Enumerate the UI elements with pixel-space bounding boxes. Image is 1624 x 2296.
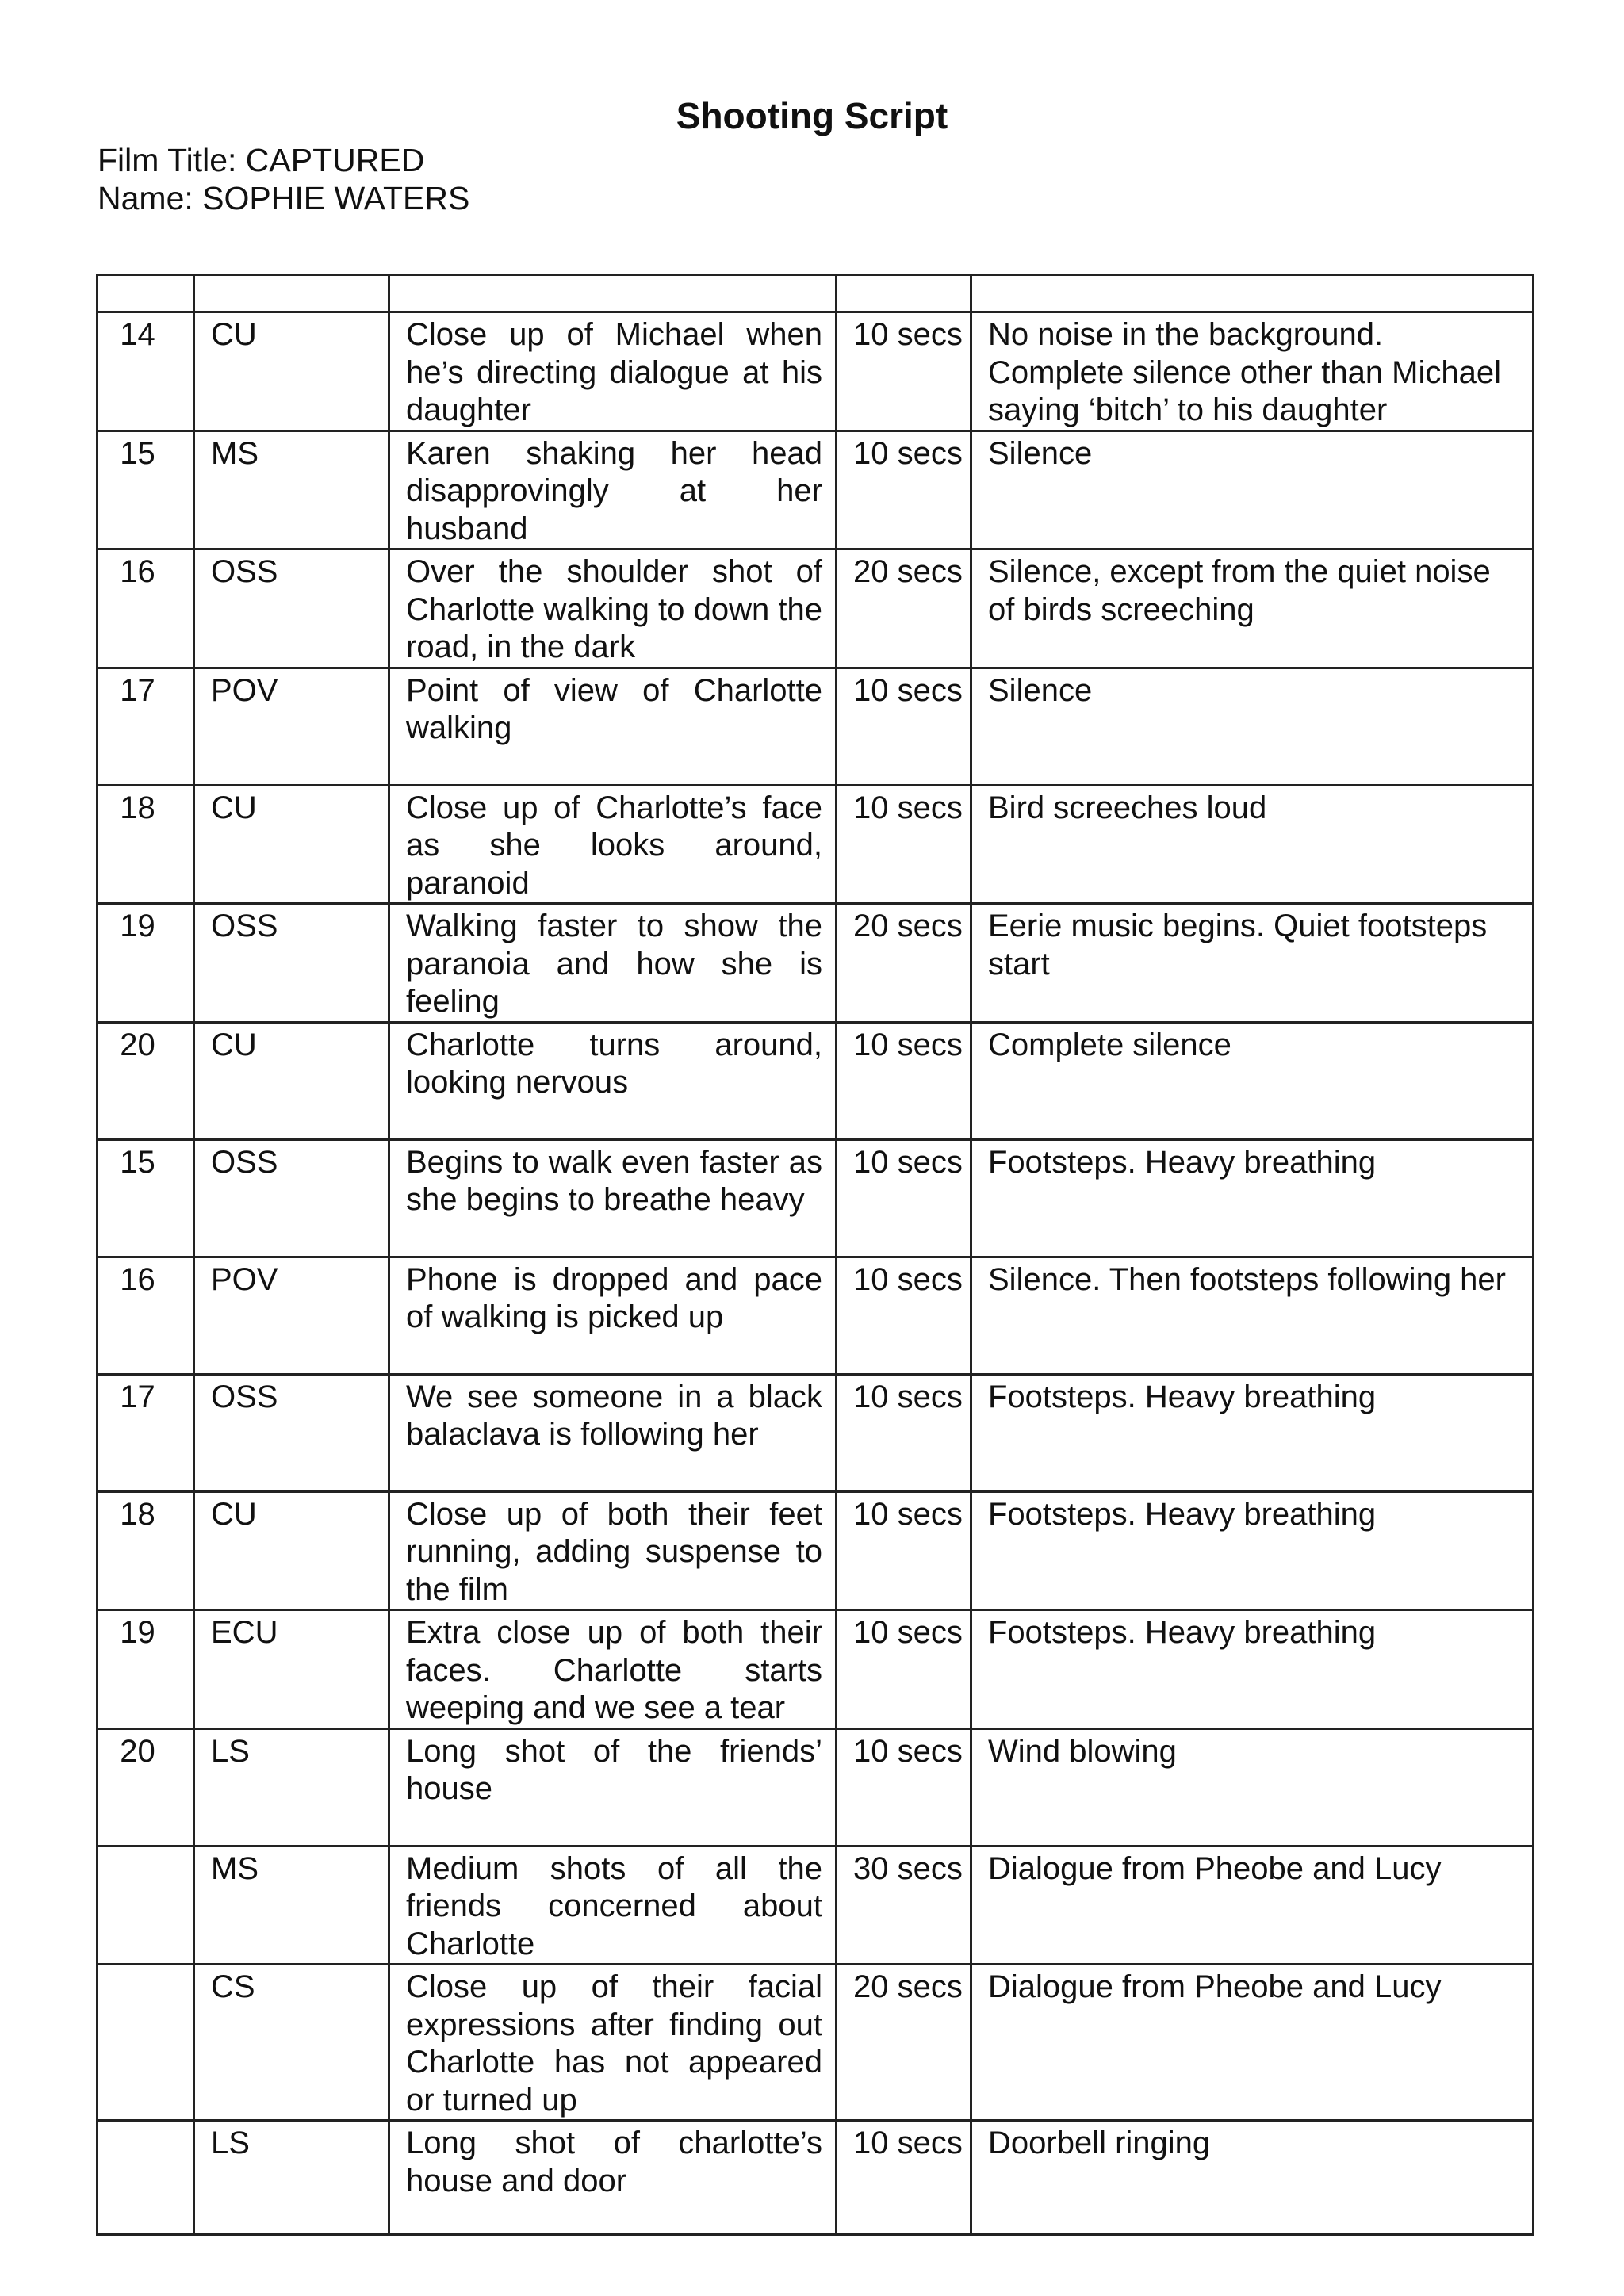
shot-type-cell	[194, 1139, 389, 1257]
shot-number-text: 20	[120, 1733, 155, 1769]
table-row	[98, 1257, 1534, 1374]
shot-number-cell	[98, 785, 194, 904]
shot-duration-cell	[837, 1139, 971, 1257]
shot-number-text: 15	[120, 1144, 155, 1180]
shot-number-text: 18	[120, 1496, 155, 1532]
shot-type-cell	[194, 904, 389, 1023]
shot-type-text: OSS	[211, 554, 278, 589]
shot-description-cell	[389, 1610, 837, 1729]
shot-description-text: Extra close up of both their faces. Charlotte starts weeping and we see a tear	[406, 1615, 822, 1725]
sound-cell	[971, 1610, 1534, 1729]
table-row	[98, 904, 1534, 1023]
shot-type-text: CU	[211, 790, 257, 825]
shot-duration-cell	[837, 668, 971, 785]
shot-description-cell	[389, 1965, 837, 2121]
shot-type-cell	[194, 1965, 389, 2121]
sound-cell	[971, 1257, 1534, 1374]
sound-cell	[971, 1022, 1534, 1139]
shot-duration-cell	[837, 904, 971, 1023]
shot-duration-text: 10 secs	[853, 2126, 963, 2160]
shot-number-text: 17	[120, 1379, 155, 1414]
shot-description-text: Walking faster to show the paranoia and how she is feeling	[406, 909, 822, 1019]
shot-number-text: 17	[120, 672, 155, 708]
shot-number-cell	[98, 1610, 194, 1729]
shot-number-text: 15	[120, 435, 155, 471]
shot-description-text: Medium shots of all the friends concerned about Charlotte	[406, 1850, 822, 1961]
sound-text: Silence. Then footsteps following her	[988, 1261, 1506, 1297]
shot-duration-cell	[837, 2121, 971, 2235]
shot-duration-text: 10 secs	[853, 1615, 963, 1650]
shot-number-text: 14	[120, 317, 155, 352]
shot-number-cell	[98, 1257, 194, 1374]
table-row	[98, 549, 1534, 668]
shot-number-text: 16	[120, 1261, 155, 1297]
sound-cell	[971, 668, 1534, 785]
sound-cell	[971, 1491, 1534, 1610]
sound-text: Footsteps. Heavy breathing	[988, 1615, 1377, 1650]
shot-type-text: MS	[211, 435, 259, 471]
shot-description-cell	[389, 904, 837, 1023]
shot-type-cell	[194, 312, 389, 431]
sound-text: Doorbell ringing	[988, 2126, 1211, 2160]
shot-description-text: Close up of their facial expressions after finding out Charlotte has not appeared or turned up	[406, 1969, 822, 2118]
table-row	[98, 668, 1534, 785]
shot-description-text: Charlotte turns around, looking nervous	[406, 1027, 822, 1100]
sound-cell	[971, 1139, 1534, 1257]
sound-text: Bird screeches loud	[988, 790, 1267, 825]
shot-duration-cell	[837, 1728, 971, 1846]
shot-number-cell	[98, 1374, 194, 1491]
sound-text: Silence	[988, 435, 1093, 471]
shooting-script-body	[98, 275, 1534, 2235]
shot-number-cell	[98, 1965, 194, 2121]
shot-type-text: ECU	[211, 1615, 278, 1650]
shot-duration-cell	[837, 1610, 971, 1729]
header-cell-shot	[194, 275, 389, 312]
shot-duration-cell	[837, 1374, 971, 1491]
header-cell-duration	[837, 275, 971, 312]
header-cell-sound	[971, 275, 1534, 312]
shot-type-text: OSS	[211, 909, 278, 943]
sound-text: Complete silence	[988, 1027, 1231, 1062]
table-row	[98, 1374, 1534, 1491]
sound-cell	[971, 904, 1534, 1023]
sound-text: Footsteps. Heavy breathing	[988, 1379, 1377, 1414]
sound-cell	[971, 1965, 1534, 2121]
shot-type-cell	[194, 785, 389, 904]
sound-cell	[971, 1374, 1534, 1491]
shot-description-cell	[389, 1139, 837, 1257]
shot-duration-text: 10 secs	[853, 1261, 963, 1297]
shot-type-cell	[194, 1728, 389, 1846]
shot-duration-text: 20 secs	[853, 1969, 963, 2004]
shot-number-text: 19	[120, 1615, 155, 1650]
shot-type-text: OSS	[211, 1379, 278, 1414]
shot-type-text: LS	[211, 2126, 250, 2160]
shot-type-text: OSS	[211, 1144, 278, 1180]
shot-duration-cell	[837, 1257, 971, 1374]
shot-duration-text: 30 secs	[853, 1850, 963, 1886]
shot-type-cell	[194, 1610, 389, 1729]
shot-duration-text: 10 secs	[853, 1144, 963, 1180]
shot-type-cell	[194, 1374, 389, 1491]
shot-number-cell	[98, 1139, 194, 1257]
sound-cell	[971, 430, 1534, 549]
sound-cell	[971, 785, 1534, 904]
shot-description-cell	[389, 549, 837, 668]
shot-duration-cell	[837, 785, 971, 904]
shot-number-cell	[98, 1491, 194, 1610]
shot-type-cell	[194, 549, 389, 668]
shot-description-cell	[389, 668, 837, 785]
shot-type-cell	[194, 668, 389, 785]
sound-text: Wind blowing	[988, 1733, 1177, 1769]
shot-description-text: Close up of Michael when he’s directing dialogue at his daughter	[406, 317, 822, 427]
sound-text: Silence, except from the quiet noise of birds screeching	[988, 554, 1491, 627]
shot-type-cell	[194, 430, 389, 549]
sound-cell	[971, 1846, 1534, 1965]
shot-description-cell	[389, 1374, 837, 1491]
shot-number-text: 16	[120, 554, 155, 589]
shot-description-text: Long shot of charlotte’s house and door	[406, 2126, 822, 2198]
shot-description-text: Close up of both their feet running, adding suspense to the film	[406, 1496, 822, 1607]
shot-number-text: 18	[120, 790, 155, 825]
shot-number-cell	[98, 1022, 194, 1139]
shot-description-cell	[389, 430, 837, 549]
sound-text: Silence	[988, 672, 1093, 708]
author-name: Name: SOPHIE WATERS	[98, 180, 470, 216]
shot-number-cell	[98, 430, 194, 549]
shot-type-text: LS	[211, 1733, 250, 1769]
shot-number-text: 19	[120, 909, 155, 943]
shot-type-text: CU	[211, 1496, 257, 1532]
shooting-script-table	[96, 274, 1534, 2236]
shot-duration-cell	[837, 312, 971, 431]
shot-type-cell	[194, 1257, 389, 1374]
header-cell-description	[389, 275, 837, 312]
sound-cell	[971, 312, 1534, 431]
shot-number-cell	[98, 312, 194, 431]
shot-number-cell	[98, 904, 194, 1023]
sound-cell	[971, 2121, 1534, 2235]
shot-type-text: CU	[211, 317, 257, 352]
sound-text: No noise in the background. Complete silence other than Michael saying ‘bitch’ to his daughter	[988, 317, 1502, 427]
shot-type-cell	[194, 1022, 389, 1139]
shot-description-text: Long shot of the friends’ house	[406, 1733, 822, 1806]
shot-duration-text: 10 secs	[853, 1027, 963, 1062]
shot-description-text: Close up of Charlotte’s face as she looks around, paranoid	[406, 790, 822, 901]
sound-cell	[971, 549, 1534, 668]
table-row	[98, 1728, 1534, 1846]
shot-duration-text: 10 secs	[853, 317, 963, 352]
page-title: Shooting Script	[676, 95, 948, 136]
shot-number-cell	[98, 2121, 194, 2235]
table-row	[98, 1491, 1534, 1610]
shot-type-text: POV	[211, 672, 278, 708]
shot-duration-text: 20 secs	[853, 909, 963, 943]
shot-number-cell	[98, 549, 194, 668]
shot-description-cell	[389, 1728, 837, 1846]
table-row	[98, 1610, 1534, 1729]
sound-text: Footsteps. Heavy breathing	[988, 1496, 1377, 1532]
shot-description-cell	[389, 312, 837, 431]
shot-type-text: CS	[211, 1969, 255, 2004]
shot-duration-text: 10 secs	[853, 1733, 963, 1769]
shot-description-text: Phone is dropped and pace of walking is picked up	[406, 1261, 822, 1334]
shot-duration-cell	[837, 1491, 971, 1610]
shot-number-text: 20	[120, 1027, 155, 1062]
sound-text: Footsteps. Heavy breathing	[988, 1144, 1377, 1180]
shot-description-text: We see someone in a black balaclava is following her	[406, 1379, 822, 1452]
sound-text: Dialogue from Pheobe and Lucy	[988, 1850, 1442, 1886]
table-row	[98, 1139, 1534, 1257]
shot-type-cell	[194, 1491, 389, 1610]
shot-type-text: MS	[211, 1850, 259, 1886]
shot-duration-text: 10 secs	[853, 1379, 963, 1414]
shot-duration-text: 20 secs	[853, 554, 963, 589]
shot-type-text: POV	[211, 1261, 278, 1297]
sound-text: Eerie music begins. Quiet footsteps start	[988, 909, 1488, 982]
shot-duration-text: 10 secs	[853, 1496, 963, 1532]
shot-duration-cell	[837, 1965, 971, 2121]
shot-number-cell	[98, 1846, 194, 1965]
shot-number-cell	[98, 1728, 194, 1846]
table-row	[98, 312, 1534, 431]
sound-text: Dialogue from Pheobe and Lucy	[988, 1969, 1442, 2004]
header-cell-number	[98, 275, 194, 312]
table-row	[98, 1846, 1534, 1965]
shot-description-text: Karen shaking her head disapprovingly at her husband	[406, 435, 822, 546]
table-row	[98, 2121, 1534, 2235]
shot-duration-cell	[837, 1022, 971, 1139]
table-row	[98, 430, 1534, 549]
shot-number-cell	[98, 668, 194, 785]
table-row	[98, 785, 1534, 904]
shot-duration-cell	[837, 1846, 971, 1965]
table-row	[98, 1022, 1534, 1139]
shot-type-cell	[194, 1846, 389, 1965]
sound-cell	[971, 1728, 1534, 1846]
shot-duration-text: 10 secs	[853, 790, 963, 825]
shot-description-cell	[389, 1846, 837, 1965]
table-row	[98, 1965, 1534, 2121]
shot-description-text: Over the shoulder shot of Charlotte walking to down the road, in the dark	[406, 554, 822, 664]
shot-duration-text: 10 secs	[853, 435, 963, 471]
film-title: Film Title: CAPTURED	[98, 142, 425, 178]
shot-description-text: Point of view of Charlotte walking	[406, 672, 822, 745]
shot-duration-cell	[837, 549, 971, 668]
shot-description-cell	[389, 785, 837, 904]
shot-type-cell	[194, 2121, 389, 2235]
shot-description-cell	[389, 1491, 837, 1610]
shot-description-cell	[389, 1257, 837, 1374]
shot-description-cell	[389, 2121, 837, 2235]
shot-description-cell	[389, 1022, 837, 1139]
shot-duration-text: 10 secs	[853, 672, 963, 708]
shot-duration-cell	[837, 430, 971, 549]
shot-description-text: Begins to walk even faster as she begins to breathe heavy	[406, 1144, 822, 1217]
shot-type-text: CU	[211, 1027, 257, 1062]
header-row	[98, 275, 1534, 312]
